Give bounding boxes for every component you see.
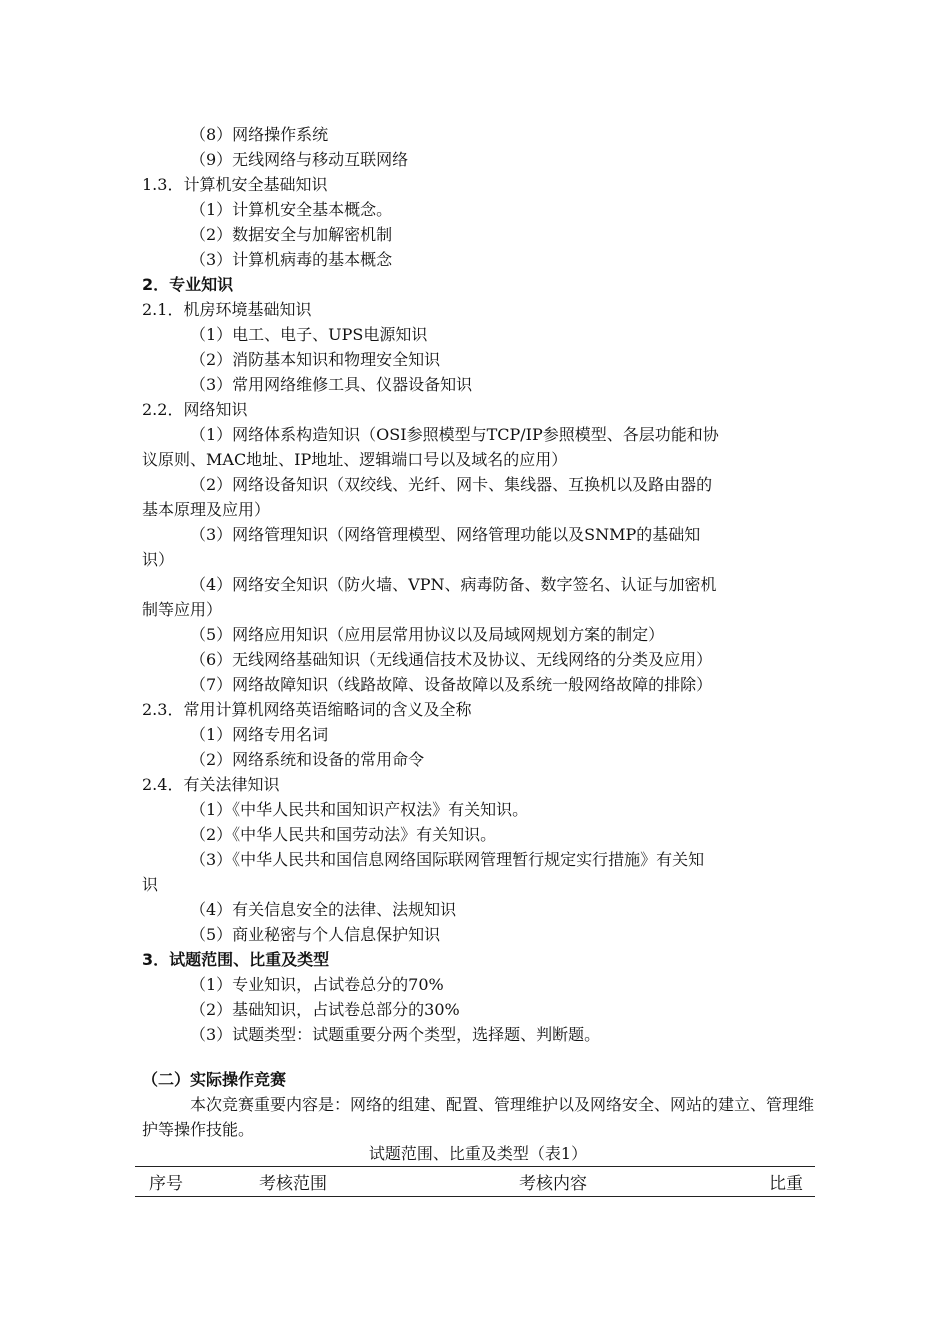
outline-list (0, 122, 950, 1047)
outline-line: （3）常用网络维修工具、仪器设备知识 (190, 375, 473, 394)
outline-line: （1）网络体系构造知识（OSI参照模型与TCP/IP参照模型、各层功能和协 (190, 425, 719, 444)
outline-line: （4）网络安全知识（防火墙、VPN、病毒防备、数字签名、认证与加密机 (190, 575, 717, 594)
outline-line: （3）网络管理知识（网络管理模型、网络管理功能以及SNMP的基础知 (190, 525, 701, 544)
header-cell-index: 序号 (135, 1167, 259, 1197)
section-paragraph: 本次竞赛重要内容是：网络的组建、配置、管理维护以及网络安全、网站的建立、管理维护等操作技能。 (142, 1095, 815, 1139)
outline-line: （1）电工、电子、UPS电源知识 (190, 325, 428, 344)
header-cell-weight: 比重 (749, 1167, 815, 1197)
outline-line: （2）数据安全与加解密机制 (190, 225, 393, 244)
header-cell-content: 考核内容 (519, 1167, 749, 1197)
outline-line: （8）网络操作系统 (190, 125, 329, 144)
spacer (0, 1047, 950, 1067)
outline-line: （1）网络专用名词 (190, 725, 329, 744)
document-page (0, 122, 950, 1197)
outline-line: （1）《中华人民共和国知识产权法》有关知识。 (190, 800, 529, 819)
outline-line: （2）消防基本知识和物理安全知识 (190, 350, 441, 369)
outline-line: （7）网络故障知识（线路故障、设备故障以及系统一般网络故障的排除） (190, 675, 713, 694)
section-heading: 3．试题范围、比重及类型 (142, 950, 330, 969)
section-heading: 2．专业知识 (142, 275, 234, 294)
outline-line: （2）网络设备知识（双绞线、光纤、网卡、集线器、互换机以及路由器的 (190, 475, 713, 494)
header-cell-scope: 考核范围 (259, 1167, 519, 1197)
outline-line: （3）计算机病毒的基本概念 (190, 250, 393, 269)
outline-line: （5）网络应用知识（应用层常用协议以及局域网规划方案的制定） (190, 625, 665, 644)
outline-line: （2）《中华人民共和国劳动法》有关知识。 (190, 825, 497, 844)
outline-line: 1.3．计算机安全基础知识 (142, 175, 328, 194)
assessment-table (135, 1166, 815, 1197)
outline-line: （9）无线网络与移动互联网络 (190, 150, 409, 169)
outline-line: （3）试题类型：试题重要分两个类型，选择题、判断题。 (190, 1025, 601, 1044)
outline-line: （1）计算机安全基本概念。 (190, 200, 393, 219)
outline-line: （5）商业秘密与个人信息保护知识 (190, 925, 441, 944)
outline-line: 识） (142, 550, 175, 569)
table-header-row (135, 1167, 815, 1197)
table-caption: 试题范围、比重及类型（表1） (368, 1144, 588, 1163)
outline-line: （3）《中华人民共和国信息网络国际联网管理暂行规定实行措施》有关知 (190, 850, 705, 869)
outline-line: 制等应用） (142, 600, 223, 619)
outline-line: （1）专业知识，占试卷总分的70% (190, 975, 444, 994)
outline-line: （4）有关信息安全的法律、法规知识 (190, 900, 457, 919)
outline-line: 2.2．网络知识 (142, 400, 248, 419)
outline-line: 2.1．机房环境基础知识 (142, 300, 312, 319)
outline-line: 识 (142, 875, 159, 894)
outline-line: 2.3．常用计算机网络英语缩略词的含义及全称 (142, 700, 472, 719)
section-heading: （二）实际操作竞赛 (142, 1070, 287, 1089)
outline-line: （2）基础知识，占试卷总部分的30% (190, 1000, 460, 1019)
outline-line: （6）无线网络基础知识（无线通信技术及协议、无线网络的分类及应用） (190, 650, 713, 669)
outline-line: 议原则、MAC地址、IP地址、逻辑端口号以及域名的应用） (142, 450, 568, 469)
outline-line: 基本原理及应用） (142, 500, 271, 519)
outline-line: （2）网络系统和设备的常用命令 (190, 750, 425, 769)
outline-line: 2.4．有关法律知识 (142, 775, 280, 794)
